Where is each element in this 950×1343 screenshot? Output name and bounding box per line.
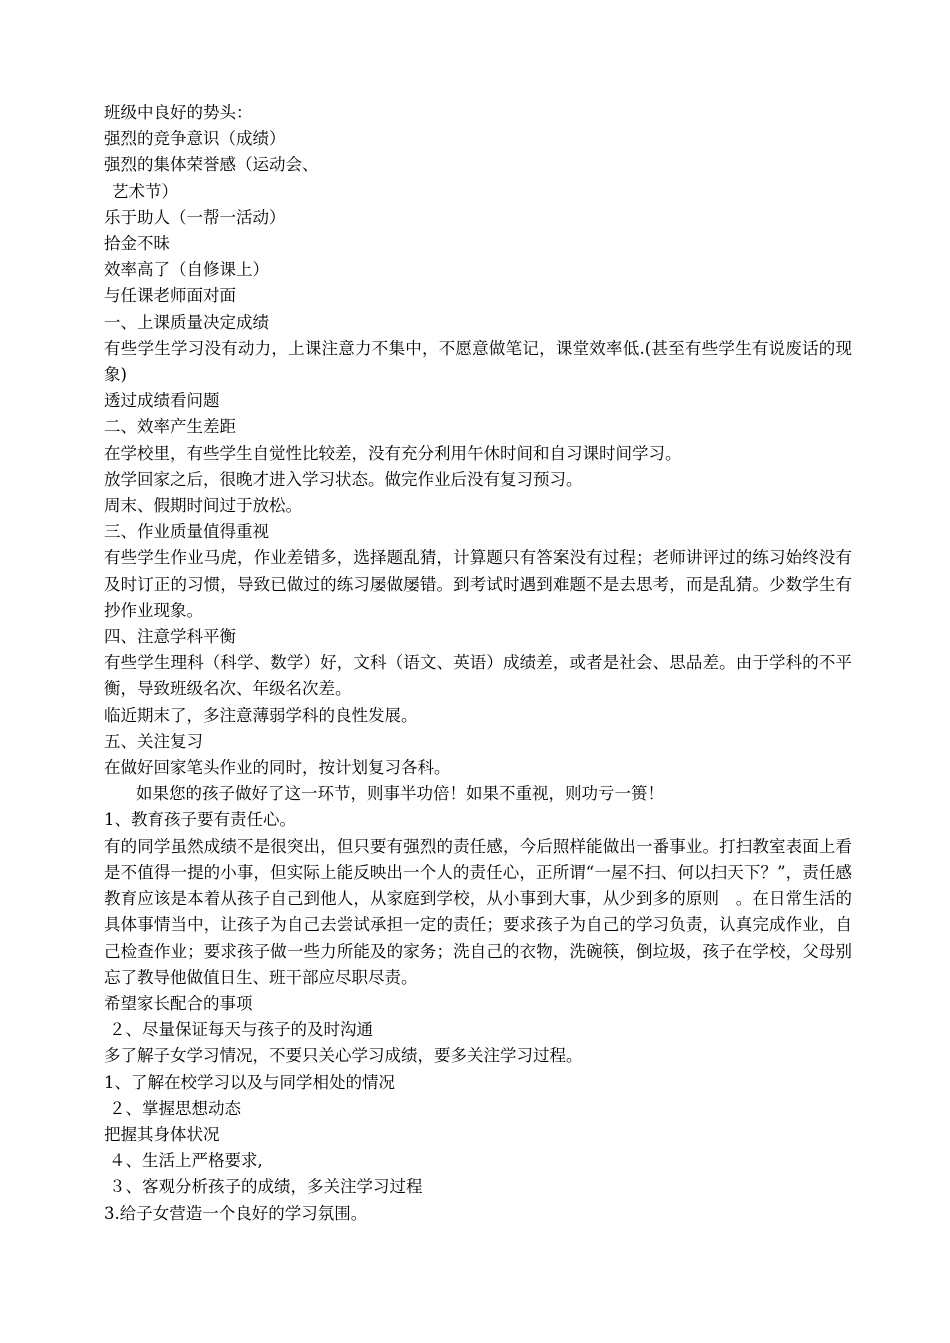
document-line: 艺术节） — [112, 181, 178, 201]
document-line: 与任课老师面对面 — [104, 286, 236, 306]
section-heading: 1、教育孩子要有责任心。 — [104, 810, 296, 830]
section-heading: 五、关注复习 — [104, 731, 203, 751]
document-line: 在学校里，有些学生自觉性比较差，没有充分利用午休时间和自习课时间学习。 — [104, 443, 682, 463]
document-line-heading: 班级中良好的势头： — [104, 103, 253, 122]
document-line: 强烈的竞争意识（成绩） — [104, 129, 286, 149]
document-paragraph: 有的同学虽然成绩不是很突出，但只要有强烈的责任感，今后照样能做出一番事业。打扫教室表面上看是不值得一提的小事，但实际上能反映出一个人的责任心，正所谓“一屋不扫、何以扫天下？”，责任感教育应该是本着从孩子自己到他人，从家庭到学校，从小事到大事，从少到多的原则 。在日常生活的具体事情当中，让孩子为自己去尝试承担一定的责任；要求孩子为自己的学习负责，认真完成作业，自己检查作业；要求孩子做一些力所能及的家务；洗自己的衣物，洗碗筷，倒垃圾，孩子在学校，父母别忘了教导他做值日生、班干部应尽职尽责。 — [104, 836, 852, 987]
section-heading: 希望家长配合的事项 — [104, 993, 253, 1013]
document-line: ２、掌握思想动态 — [109, 1098, 241, 1118]
document-line: 1、了解在校学习以及与同学相处的情况 — [104, 1072, 395, 1092]
document-line: ３、客观分析孩子的成绩，多关注学习过程 — [109, 1177, 423, 1197]
document-line: 在做好回家笔头作业的同时，按计划复习各科。 — [104, 758, 451, 778]
document-line: 乐于助人（一帮一活动） — [104, 207, 286, 227]
section-heading: 二、效率产生差距 — [104, 417, 236, 437]
document-line: 把握其身体状况 — [104, 1124, 220, 1144]
document-line: 多了解子女学习情况，不要只关心学习成绩，要多关注学习过程。 — [104, 1046, 583, 1066]
document-paragraph: 有些学生理科（科学、数学）好，文科（语文、英语）成绩差，或者是社会、思品差。由于学科的不平衡，导致班级名次、年级名次差。 — [104, 653, 852, 699]
document-line: 放学回家之后，很晚才进入学习状态。做完作业后没有复习预习。 — [104, 469, 583, 489]
document-paragraph: 有些学生作业马虎，作业差错多，选择题乱猜，计算题只有答案没有过程；老师讲评过的练习始终没有及时订正的习惯，导致已做过的练习屡做屡错。到考试时遇到难题不是去思考，而是乱猜。少数学生有抄作业现象。 — [104, 548, 852, 620]
document-line: ４、生活上严格要求, — [109, 1151, 263, 1171]
document-paragraph: 有些学生学习没有动力，上课注意力不集中，不愿意做笔记，课堂效率低.(甚至有些学生有说废话的现象) — [104, 338, 852, 385]
document-line: 拾金不昧 — [104, 234, 170, 254]
section-heading: 四、注意学科平衡 — [104, 627, 236, 647]
document-line: 如果您的孩子做好了这一环节，则事半功倍！如果不重视，则功亏一篑！ — [136, 784, 664, 804]
document-line: ２、尽量保证每天与孩子的及时沟通 — [109, 1020, 373, 1040]
document-line: 临近期末了，多注意薄弱学科的良性发展。 — [104, 705, 418, 725]
document-page — [104, 100, 852, 1227]
document-line: 周末、假期时间过于放松。 — [104, 496, 302, 516]
document-line: 3.给子女营造一个良好的学习氛围。 — [104, 1203, 368, 1223]
document-line: 效率高了（自修课上） — [104, 260, 269, 280]
document-line: 强烈的集体荣誉感（运动会、 — [104, 155, 319, 175]
section-heading: 三、作业质量值得重视 — [104, 522, 269, 542]
section-heading: 一、上课质量决定成绩 — [104, 312, 269, 332]
document-line: 透过成绩看问题 — [104, 391, 220, 411]
